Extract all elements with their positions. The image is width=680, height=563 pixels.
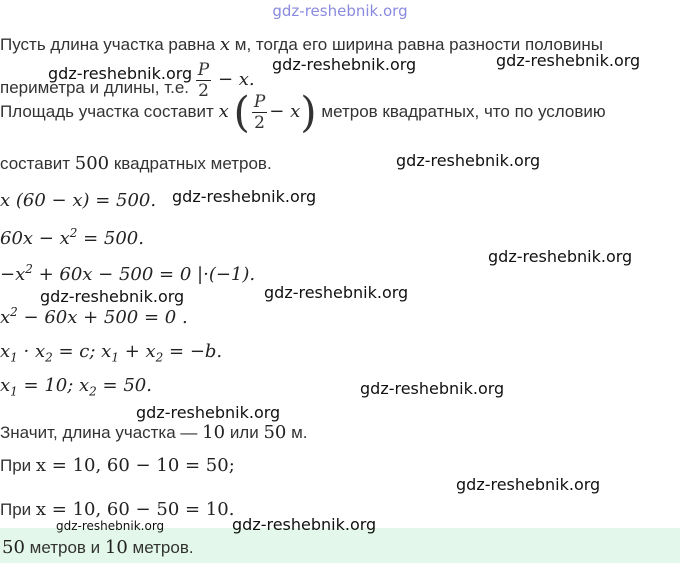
text: квадратных метров. — [113, 154, 272, 173]
eq-part: + 60x − 500 = 0 |·(−1). — [32, 264, 256, 285]
text: метров. — [132, 538, 194, 557]
watermark: gdz-reshebnik.org — [456, 475, 601, 494]
op: = −b. — [163, 341, 223, 362]
equation-1: x (60 − x) = 500. — [0, 190, 157, 211]
text: м, тогда его ширина равна разности половины — [234, 35, 603, 54]
math-number: 500 — [74, 153, 110, 174]
eq-part: −x — [0, 264, 26, 285]
subscript: 1 — [10, 384, 18, 399]
watermark: gdz-reshebnik.org — [264, 283, 409, 302]
fraction-p-over-2 — [252, 92, 267, 133]
conclusion-line-1 — [0, 422, 308, 443]
text: или — [229, 423, 259, 442]
var: x — [0, 341, 11, 362]
math-var: x — [219, 34, 231, 55]
fraction-denominator: 2 — [254, 113, 265, 133]
watermark: gdz-reshebnik.org — [136, 403, 281, 422]
eq-part: x — [0, 307, 11, 328]
text-line-4 — [0, 153, 272, 174]
op: = c; — [52, 341, 102, 362]
op: = 50. — [96, 375, 152, 396]
answer-number: 50 — [2, 537, 25, 558]
subscript: 2 — [45, 350, 53, 365]
conclusion-line-2 — [0, 455, 235, 476]
watermark: gdz-reshebnik.org — [172, 187, 317, 206]
subscript: 2 — [89, 384, 97, 399]
op: + — [118, 341, 146, 362]
math-expr: x = 10, 60 − 10 = 50; — [35, 455, 235, 476]
var: x — [101, 341, 112, 362]
watermark: gdz-reshebnik.org — [56, 519, 165, 533]
equation-5-vieta — [0, 341, 222, 365]
answer-text — [2, 537, 194, 558]
subscript: 1 — [111, 350, 119, 365]
right-paren: ) — [300, 87, 317, 137]
watermark-top[interactable]: gdz-reshebnik.org — [272, 2, 408, 20]
eq-part: 60x − x — [0, 228, 70, 249]
watermark: gdz-reshebnik.org — [488, 247, 633, 266]
watermark: gdz-reshebnik.org — [48, 64, 193, 83]
left-paren: ( — [233, 87, 250, 137]
math-expr: x = 10, 60 − 50 = 10. — [35, 499, 235, 520]
watermark: gdz-reshebnik.org — [496, 51, 641, 70]
eq-part: = 500. — [77, 228, 144, 249]
text: Пусть длина участка равна — [0, 35, 216, 54]
watermark: gdz-reshebnik.org — [40, 287, 185, 306]
math-var: x — [218, 100, 229, 122]
equation-3 — [0, 262, 255, 285]
exponent: 2 — [10, 305, 18, 319]
watermark: gdz-reshebnik.org — [232, 515, 377, 534]
text: метров квадратных, что по условию — [321, 101, 606, 121]
math-tail: − x. — [217, 68, 255, 90]
equation-6-roots — [0, 375, 152, 399]
text: метров и — [29, 538, 101, 557]
equation-2 — [0, 226, 144, 249]
text: составит — [0, 154, 71, 173]
var: x — [145, 341, 156, 362]
text: Значит, длина участка — — [0, 423, 198, 442]
subscript: 2 — [155, 350, 164, 365]
equation-4 — [0, 305, 188, 328]
text: При — [0, 500, 32, 519]
fraction-denominator: 2 — [198, 81, 209, 101]
var: x — [79, 375, 90, 396]
text: Площадь участка составит — [0, 101, 214, 121]
text: м. — [291, 423, 308, 442]
answer-number: 10 — [104, 537, 128, 558]
text: периметра и длины, т.е. — [0, 77, 190, 97]
fraction-numerator: P — [253, 92, 266, 112]
text: При — [0, 456, 32, 475]
conclusion-line-3 — [0, 499, 234, 520]
op: = 10; — [17, 375, 80, 396]
subscript: 1 — [10, 350, 18, 365]
exponent: 2 — [69, 226, 78, 240]
math-number: 10 — [202, 422, 226, 443]
eq-part: − 60x + 500 = 0 . — [17, 307, 188, 328]
op: · — [17, 341, 35, 362]
exponent: 2 — [25, 262, 33, 276]
watermark: gdz-reshebnik.org — [360, 379, 505, 398]
watermark: gdz-reshebnik.org — [272, 55, 417, 74]
math-number: 50 — [263, 422, 287, 443]
math-minus-x: − x — [269, 100, 301, 122]
var: x — [0, 375, 11, 396]
fraction-numerator: P — [197, 60, 210, 80]
watermark: gdz-reshebnik.org — [396, 151, 541, 170]
var: x — [34, 341, 46, 362]
